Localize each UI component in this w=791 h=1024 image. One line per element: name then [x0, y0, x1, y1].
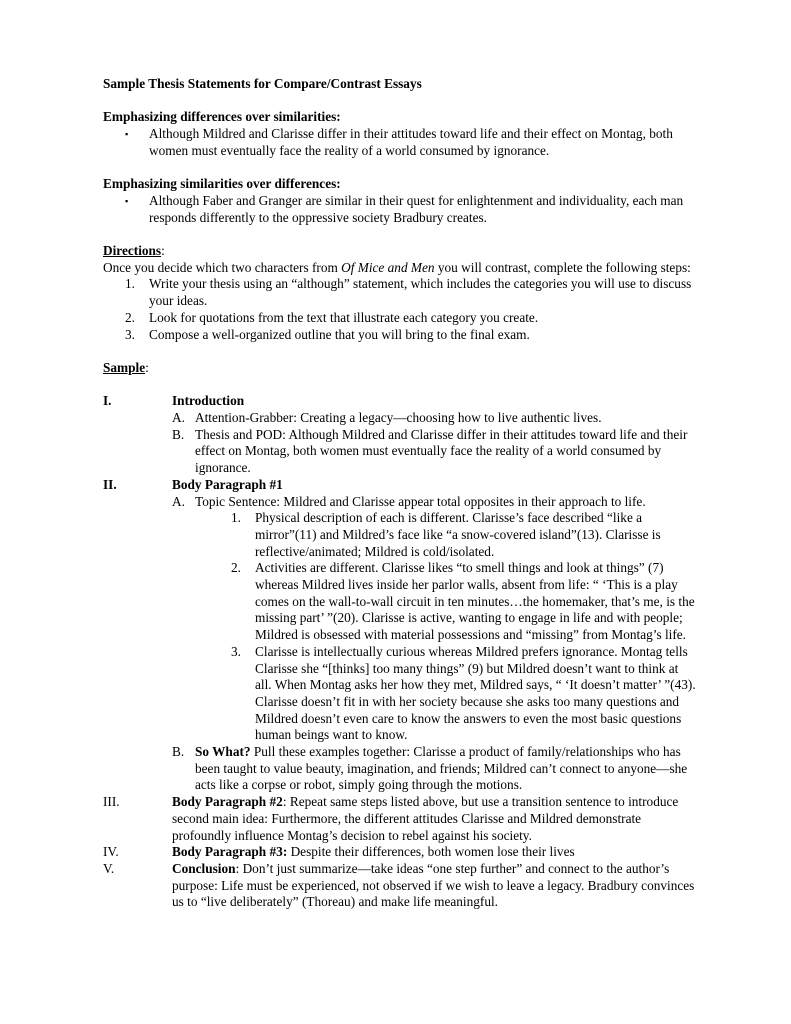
similarities-thesis-text: Although Faber and Granger are similar in their quest for enlightenment and individuality, each man responds differently to the oppressive society Bradbury creates.	[149, 192, 684, 225]
outline-subpoint: 3. Clarisse is intellectually curious whereas Mildred prefers ignorance. Montag tells Clarisse she “[thinks] too many things” (9) but Mildred doesn’t want to think at all. When Montag asks her how they met, Mildred says, “ ‘It doesn’t matter’ ”(43). Clarisse doesn’t fit in with her society because she asks too many questions and Mildred doesn’t even care to know the answers to even the most basic questions human beings want to know.	[231, 643, 696, 743]
outline-section-body-3: IV. Body Paragraph #3: Despite their differences, both women lose their lives	[103, 844, 575, 860]
outline-item: B. So What? Pull these examples together: Clarisse a product of family/relationships who has been taught to value beauty, imagination, and friends; Mildred can’t connect to anyone—she acts like a corpse or robot, simply going through the motions.	[172, 744, 688, 793]
square-bullet-icon: ▪	[125, 129, 129, 140]
outline-item: A. Topic Sentence: Mildred and Clarisse appear total opposites in their approach to life.	[172, 493, 646, 509]
outline-item: A. Attention-Grabber: Creating a legacy—choosing how to live authentic lives.	[172, 409, 602, 425]
directions-intro: Once you decide which two characters from Of Mice and Men you will contrast, complete the following steps:	[103, 259, 691, 275]
directions-step: 1. Write your thesis using an “although” statement, which includes the categories you will use to discuss your ideas.	[125, 276, 692, 309]
differences-thesis-text: Although Mildred and Clarisse differ in their attitudes toward life and their effect on Montag, both women must eventually face the reality of a world consumed by ignorance.	[149, 126, 673, 158]
square-bullet-icon: ▪	[125, 195, 129, 206]
outline-section-body-2: III. Body Paragraph #2: Repeat same steps listed above, but use a transition sentence to introduce second main idea: Furthermore, the different attitudes Clarisse and Mildred demonstrate profoundly influence Montag’s decision to rebel against his society.	[103, 794, 679, 843]
similarities-heading: Emphasizing similarities over differences:	[103, 176, 341, 192]
document-title: Sample Thesis Statements for Compare/Contrast Essays	[103, 76, 422, 91]
similarities-thesis-item	[103, 193, 698, 226]
outline-item: B. Thesis and POD: Although Mildred and Clarisse differ in their attitudes toward life and their effect on Montag, both women must eventually face the reality of a world consumed by ignorance.	[172, 426, 688, 476]
differences-thesis-item	[103, 126, 698, 159]
directions-step: 2. Look for quotations from the text that illustrate each category you create.	[125, 309, 539, 325]
directions-step: 3. Compose a well-organized outline that you will bring to the final exam.	[125, 326, 530, 342]
document-page	[103, 76, 698, 911]
outline-subpoint: 1. Physical description of each is different. Clarisse’s face described “like a mirror”(11) and Mildred’s face like “a snow-covered island”(13). Clarisse is reflective/animated; Mildred is cold/isolated.	[231, 510, 661, 559]
outline-section-introduction: I. Introduction	[103, 393, 245, 409]
differences-heading: Emphasizing differences over similarities:	[103, 109, 341, 125]
outline-section-body-1: II. Body Paragraph #1	[103, 476, 283, 492]
sample-heading: Sample:	[103, 359, 149, 375]
outline-subpoint: 2. Activities are different. Clarisse likes “to smell things and look at things” (7) whereas Mildred lives inside her parlor walls, absent from life: “ ‘This is a play comes on the wall-to-wall circuit in ten minutes…the homemaker, that’s me, is the missing part’ ”(20). Clarisse is active, wanting to engage in life and with people; Mildred is obsessed with material possessions and “missing” from Montag’s life.	[231, 560, 695, 643]
directions-heading: Directions:	[103, 242, 165, 258]
outline-section-conclusion: V. Conclusion: Don’t just summarize—take ideas “one step further” and connect to the author’s purpose: Life must be experienced, not observed if we wish to leave a legacy. Bradbury convinces us to “live deliberately” (Thoreau) and make life meaningful.	[103, 860, 695, 910]
book-title: Of Mice and Men	[341, 259, 435, 275]
